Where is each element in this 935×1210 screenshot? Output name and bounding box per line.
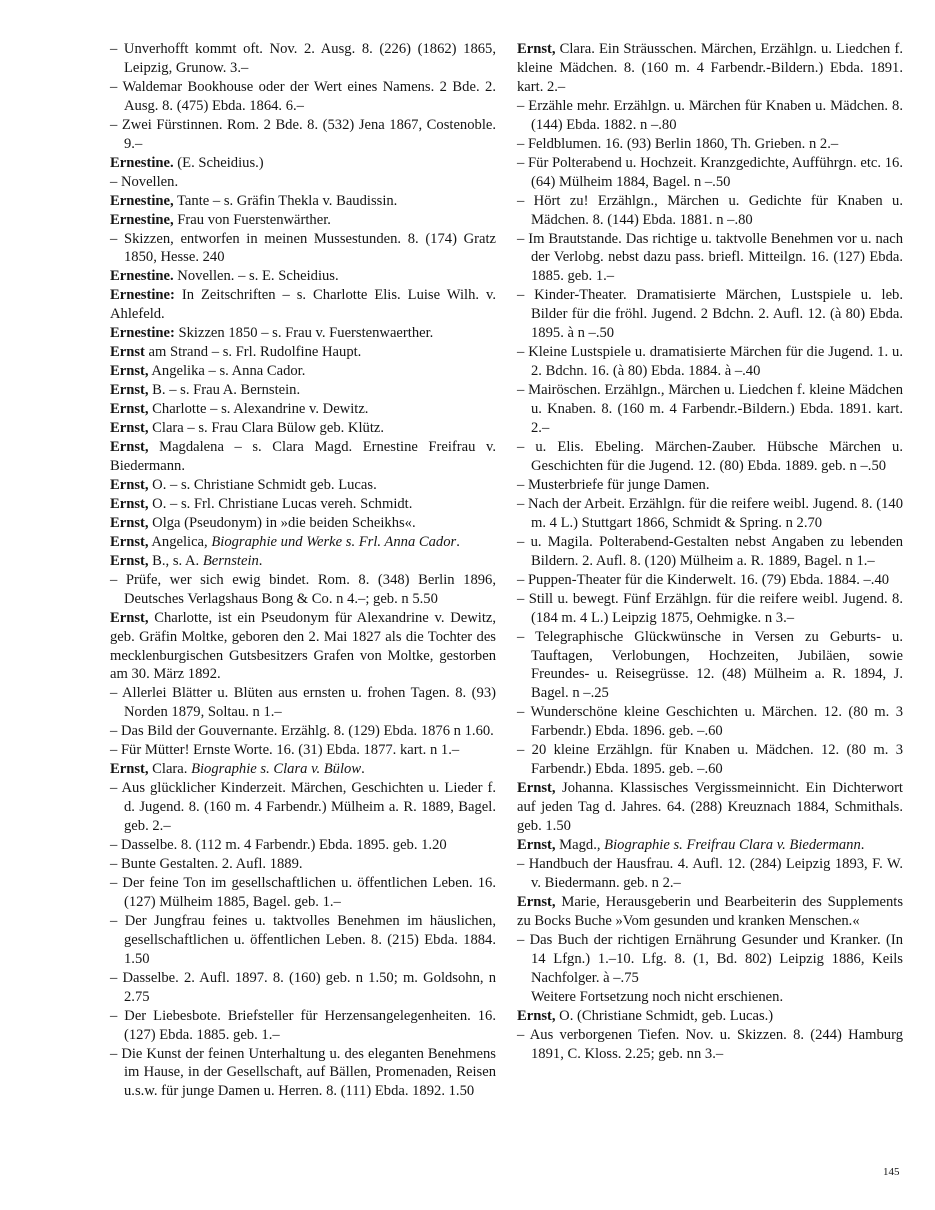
- entry-headword: Ernst,: [517, 837, 556, 854]
- bibliography-entry: [110, 154, 496, 173]
- bibliography-entry: [110, 722, 496, 741]
- entry-text: – Nach der Arbeit. Erzählgn. für die reifere weibl. Jugend. 8. (140 m. 4 L.) Stuttgart 1866, Schmidt & Spring. n 2.70: [517, 495, 903, 531]
- entry-text: Frau von Fuerstenwärther.: [173, 211, 331, 228]
- entry-text: – Wunderschöne kleine Geschichten u. Märchen. 12. (80 m. 3 Farbendr.) Ebda. 1896. geb. –.60: [517, 704, 903, 740]
- entry-italic-text: Bernstein: [202, 552, 259, 569]
- bibliography-entry: [110, 400, 496, 419]
- entry-text: – Dasselbe. 2. Aufl. 1897. 8. (160) geb. n 1.50; m. Goldsohn, n 2.75: [110, 969, 496, 1005]
- entry-text: – Hört zu! Erzählgn., Märchen u. Gedichte für Knaben u. Mädchen. 8. (144) Ebda. 1881. n –.80: [517, 192, 903, 228]
- bibliography-entry: [517, 230, 903, 287]
- bibliography-entry: [517, 533, 903, 571]
- bibliography-entry: [110, 438, 496, 476]
- entry-headword: Ernst: [110, 344, 145, 361]
- entry-text: – Kinder-Theater. Dramatisierte Märchen, Lustspiele u. leb. Bilder für die fröhl. Jugend. 2 Bdchn. 2. Aufl. 12. (à 80) Ebda. 1895. à n –.50: [517, 287, 903, 342]
- bibliography-entry: [110, 609, 496, 685]
- entry-headword: Ernst,: [110, 533, 149, 550]
- bibliography-entry: [110, 874, 496, 912]
- entry-headword: Ernst,: [110, 514, 149, 531]
- bibliography-entry: [110, 419, 496, 438]
- bibliography-entry: [110, 286, 496, 324]
- entry-text: – Waldemar Bookhouse oder der Wert eines Namens. 2 Bde. 2. Ausg. 8. (475) Ebda. 1864. 6.–: [110, 78, 496, 114]
- bibliography-entry: [517, 590, 903, 628]
- bibliography-entry: [517, 495, 903, 533]
- entry-text: O. (Christiane Schmidt, geb. Lucas.): [555, 1007, 774, 1024]
- bibliography-entry: [110, 173, 496, 192]
- right-column: [517, 40, 903, 1063]
- bibliography-entry: [517, 438, 903, 476]
- bibliography-entry: [110, 836, 496, 855]
- entry-text: am Strand – s. Frl. Rudolfine Haupt.: [144, 344, 362, 361]
- entry-text: – Das Bild der Gouvernante. Erzählg. 8. (129) Ebda. 1876 n 1.60.: [110, 723, 494, 740]
- entry-text: – Unverhofft kommt oft. Nov. 2. Ausg. 8. (226) (1862) 1865, Leipzig, Grunow. 3.–: [110, 41, 496, 76]
- entry-italic-text: Biographie und Werke s. Frl. Anna Cador: [211, 533, 457, 550]
- bibliography-entry: [110, 571, 496, 609]
- entry-text: – Für Polterabend u. Hochzeit. Kranzgedichte, Aufführgn. etc. 16. (64) Mülheim 1884, Bagel. n –.50: [517, 154, 903, 190]
- entry-headword: Ernst,: [110, 476, 149, 493]
- entry-text: – Bunte Gestalten. 2. Aufl. 1889.: [110, 855, 303, 872]
- entry-tail: .: [258, 552, 263, 569]
- entry-tail: .: [456, 533, 460, 550]
- bibliography-entry: [110, 267, 496, 286]
- entry-text: Magd.,: [555, 837, 605, 854]
- bibliography-entry: [517, 628, 903, 704]
- entry-headword: Ernestine.: [110, 268, 174, 285]
- bibliography-entry: [517, 97, 903, 135]
- bibliography-entry: [110, 760, 496, 779]
- entry-text: Magdalena – s. Clara Magd. Ernestine Freifrau v. Biedermann.: [110, 439, 496, 474]
- entry-text: Weitere Fortsetzung noch nicht erschienen.: [531, 988, 784, 1005]
- entry-text: Marie, Herausgeberin und Bearbeiterin des Supplements zu Bocks Buche »Vom gesunden und kranken Menschen.«: [517, 893, 903, 929]
- entry-headword: Ernst,: [110, 609, 149, 626]
- entry-text: B. – s. Frau A. Bernstein.: [148, 382, 301, 399]
- entry-text: – 20 kleine Erzählgn. für Knaben u. Mädchen. 12. (80 m. 3 Farbendr.) Ebda. 1895. geb. –.60: [517, 742, 903, 778]
- entry-text: – Still u. bewegt. Fünf Erzählgn. für die reifere weibl. Jugend. 8. (184 m. 4 L.) Leipzig 1875, Oehmigke. n 3.–: [517, 590, 903, 626]
- bibliography-entry: [517, 1026, 903, 1064]
- bibliography-entry: [110, 192, 496, 211]
- entry-tail: .: [361, 761, 365, 778]
- bibliography-entry: [110, 1007, 496, 1045]
- entry-italic-text: Biographie s. Clara v. Bülow: [191, 761, 362, 778]
- bibliography-entry: [110, 741, 496, 760]
- bibliography-entry: [110, 324, 496, 343]
- bibliography-entry: [517, 40, 903, 97]
- bibliography-entry: [110, 912, 496, 969]
- bibliography-entry: [110, 779, 496, 836]
- entry-text: – Der feine Ton im gesellschaftlichen u. öffentlichen Leben. 16. (127) Mülheim 1885, Bagel. geb. 1.–: [110, 874, 496, 910]
- entry-text: In Zeitschriften – s. Charlotte Elis. Luise Wilh. v. Ahlefeld.: [110, 287, 496, 323]
- bibliography-entry: [110, 40, 496, 78]
- entry-headword: Ernestine,: [110, 211, 174, 228]
- bibliography-entry: [517, 192, 903, 230]
- entry-text: – u. Elis. Ebeling. Märchen-Zauber. Hübsche Märchen u. Geschichten für die Jugend. 12. (80) Ebda. 1889. geb. n –.50: [517, 439, 903, 474]
- entry-text: Johanna. Klassisches Vergissmeinnicht. Ein Dichterwort auf jeden Tag d. Jahres. 64. (288) Kreuznach 1884, Schmithals. geb. 1.50: [517, 780, 903, 835]
- entry-text: Clara.: [148, 761, 192, 778]
- entry-headword: Ernestine:: [110, 287, 175, 304]
- entry-text: Novellen. – s. E. Scheidius.: [173, 268, 339, 285]
- entry-text: Charlotte – s. Alexandrine v. Dewitz.: [148, 401, 369, 418]
- bibliography-entry: [110, 476, 496, 495]
- entry-tail: .: [860, 837, 865, 854]
- entry-headword: Ernst,: [517, 893, 556, 910]
- entry-headword: Ernestine,: [110, 192, 174, 209]
- bibliography-entry: [517, 741, 903, 779]
- entry-text: Clara – s. Frau Clara Bülow geb. Klütz.: [148, 420, 384, 437]
- entry-text: – Kleine Lustspiele u. dramatisierte Märchen für die Jugend. 1. u. 2. Bdchn. 16. (à 80) Ebda. 1884. à –.40: [517, 344, 903, 380]
- page-number: 145: [883, 1166, 900, 1178]
- entry-headword: Ernst,: [517, 1007, 556, 1024]
- entry-text: – Die Kunst der feinen Unterhaltung u. des eleganten Benehmens im Hause, in der Gesellschaft, auf Bällen, Promenaden, Reisen u.s.w. für junge Damen u. Herren. 8. (111) Ebda. 1892. 1.50: [110, 1045, 496, 1100]
- bibliography-entry: [517, 286, 903, 343]
- entry-text: – Aus glücklicher Kinderzeit. Märchen, Geschichten u. Lieder f. d. Jugend. 8. (160 m. 4 Farbendr.) Mülheim a. R. 1889, Bagel. geb. 2.–: [110, 780, 496, 835]
- bibliography-entry: [517, 855, 903, 893]
- entry-text: – Im Brautstande. Das richtige u. taktvolle Benehmen vor u. nach der Verlobg. nebst dazu pass. briefl. Mitteilgn. 16. (127) Ebda. 1885. geb. 1.–: [517, 230, 903, 285]
- bibliography-entry: [517, 931, 903, 988]
- bibliography-entry: [517, 836, 903, 855]
- entry-headword: Ernst,: [517, 780, 556, 797]
- entry-text: – Für Mütter! Ernste Worte. 16. (31) Ebda. 1877. kart. n 1.–: [110, 742, 460, 759]
- bibliography-entry: [110, 552, 496, 571]
- entry-text: – Novellen.: [110, 173, 179, 190]
- entry-text: – Der Liebesbote. Briefsteller für Herzensangelegenheiten. 16. (127) Ebda. 1885. geb. 1.–: [110, 1007, 496, 1043]
- entry-text: – Allerlei Blätter u. Blüten aus ernsten u. frohen Tagen. 8. (93) Norden 1879, Soltau. n 1.–: [110, 685, 496, 721]
- bibliography-entry: [110, 533, 496, 552]
- bibliography-entry: [110, 78, 496, 116]
- bibliography-entry: [517, 988, 903, 1007]
- entry-headword: Ernst,: [110, 552, 149, 569]
- entry-headword: Ernst,: [517, 41, 556, 57]
- entry-text: – Musterbriefe für junge Damen.: [517, 476, 710, 493]
- entry-text: O. – s. Christiane Schmidt geb. Lucas.: [148, 476, 377, 493]
- bibliography-entry: [110, 855, 496, 874]
- entry-headword: Ernst,: [110, 761, 149, 778]
- entry-text: Charlotte, ist ein Pseudonym für Alexandrine v. Dewitz, geb. Gräfin Moltke, geboren den 2. Mai 1827 als die Tochter des mecklenburgischen Gutsbesitzers Grafen von Moltke, gestorben am 30. März 1892.: [110, 609, 496, 683]
- entry-headword: Ernst,: [110, 382, 149, 399]
- entry-headword: Ernst,: [110, 420, 149, 437]
- bibliography-entry: [517, 703, 903, 741]
- entry-headword: Ernst,: [110, 495, 149, 512]
- bibliography-entry: [110, 969, 496, 1007]
- entry-text: – Prüfe, wer sich ewig bindet. Rom. 8. (348) Berlin 1896, Deutsches Verlagshaus Bong & Co. n 4.–; geb. n 5.50: [110, 571, 496, 607]
- entry-text: – Feldblumen. 16. (93) Berlin 1860, Th. Grieben. n 2.–: [517, 135, 839, 152]
- entry-text: – Mairöschen. Erzählgn., Märchen u. Liedchen f. kleine Mädchen u. Knaben. 8. (160 m. 4 Farbendr.-Bildern.) Ebda. 1891. kart. 2.–: [517, 382, 903, 437]
- entry-text: Clara. Ein Sträusschen. Märchen, Erzählgn. u. Liedchen f. kleine Mädchen. 8. (160 m. 4 Farbendr.-Bildern.) Ebda. 1891. kart. 2.–: [517, 41, 903, 95]
- entry-headword: Ernst,: [110, 363, 149, 380]
- entry-text: – Dasselbe. 8. (112 m. 4 Farbendr.) Ebda. 1895. geb. 1.20: [110, 837, 447, 854]
- entry-text: Olga (Pseudonym) in »die beiden Scheikhs«.: [148, 514, 416, 531]
- entry-text: Angelica,: [148, 533, 212, 550]
- bibliography-entry: [110, 495, 496, 514]
- entry-headword: Ernestine:: [110, 325, 175, 342]
- entry-text: – Erzähle mehr. Erzählgn. u. Märchen für Knaben u. Mädchen. 8. (144) Ebda. 1882. n –.80: [517, 97, 903, 133]
- entry-text: – Der Jungfrau feines u. taktvolles Benehmen im häuslichen, gesellschaftlichen u. öffentlichen Leben. 8. (215) Ebda. 1884. 1.50: [110, 912, 496, 967]
- bibliography-entry: [110, 343, 496, 362]
- entry-headword: Ernst,: [110, 401, 149, 418]
- entry-headword: Ernestine.: [110, 154, 174, 171]
- entry-text: (E. Scheidius.): [173, 154, 264, 171]
- bibliography-entry: [517, 343, 903, 381]
- entry-text: – Zwei Fürstinnen. Rom. 2 Bde. 8. (532) Jena 1867, Costenoble. 9.–: [110, 116, 496, 152]
- entry-text: – u. Magila. Polterabend-Gestalten nebst Angaben zu lebenden Bildern. 2. Aufl. 8. (120) Mülheim a. R. 1889, Bagel. n 1.–: [517, 533, 903, 569]
- bibliography-entry: [110, 684, 496, 722]
- bibliography-entry: [517, 571, 903, 590]
- bibliography-entry: [517, 779, 903, 836]
- entry-text: – Aus verborgenen Tiefen. Nov. u. Skizzen. 8. (244) Hamburg 1891, C. Kloss. 2.25; geb. nn 3.–: [517, 1026, 903, 1062]
- bibliography-entry: [517, 154, 903, 192]
- bibliography-entry: [517, 135, 903, 154]
- entry-text: – Handbuch der Hausfrau. 4. Aufl. 12. (284) Leipzig 1893, F. W. v. Biedermann. geb. n 2.–: [517, 855, 903, 891]
- entry-text: – Das Buch der richtigen Ernährung Gesunder und Kranker. (In 14 Lfgn.) 1.–10. Lfg. 8. (1, Bd. 802) Leipzig 1886, Keils Nachfolger. à –.75: [517, 931, 903, 986]
- entry-text: B., s. A.: [148, 552, 203, 569]
- bibliography-entry: [517, 476, 903, 495]
- entry-text: – Telegraphische Glückwünsche in Versen zu Geburts- u. Tauftagen, Verlobungen, Hochzeiten, Jubiläen, sowie Freundes- u. Reisegrüsse. 12. (48) Mülheim a. R. 1894, J. Bagel. n –.25: [517, 628, 903, 702]
- entry-text: – Skizzen, entworfen in meinen Mussestunden. 8. (174) Gratz 1850, Hesse. 240: [110, 230, 496, 266]
- bibliography-entry: [110, 116, 496, 154]
- entry-text: Angelika – s. Anna Cador.: [148, 363, 306, 380]
- entry-italic-text: Biographie s. Freifrau Clara v. Biedermann: [604, 837, 861, 854]
- bibliography-entry: [110, 211, 496, 230]
- bibliography-entry: [110, 514, 496, 533]
- bibliography-entry: [110, 381, 496, 400]
- entry-text: Skizzen 1850 – s. Frau v. Fuerstenwaerther.: [174, 325, 434, 342]
- entry-text: – Puppen-Theater für die Kinderwelt. 16. (79) Ebda. 1884. –.40: [517, 571, 890, 588]
- bibliography-entry: [110, 1045, 496, 1102]
- entry-text: Tante – s. Gräfin Thekla v. Baudissin.: [173, 192, 398, 209]
- bibliography-entry: [517, 1007, 903, 1026]
- left-column: [110, 40, 496, 1101]
- bibliography-entry: [517, 893, 903, 931]
- bibliography-entry: [110, 362, 496, 381]
- entry-text: O. – s. Frl. Christiane Lucas vereh. Schmidt.: [148, 495, 413, 512]
- bibliography-entry: [517, 381, 903, 438]
- bibliography-entry: [110, 230, 496, 268]
- entry-headword: Ernst,: [110, 439, 149, 456]
